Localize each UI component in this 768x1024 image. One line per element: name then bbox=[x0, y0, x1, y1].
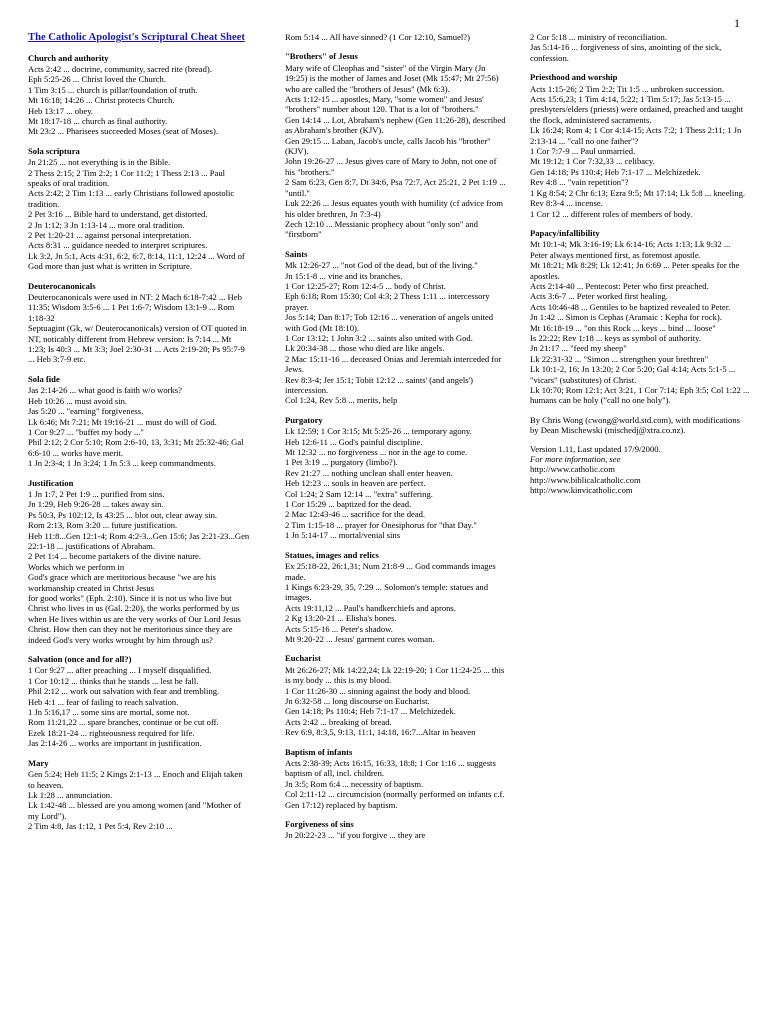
section-heading: Priesthood and worship bbox=[530, 72, 618, 83]
scripture-reference-line: Rev 21:27 ... nothing unclean shall enter heaven. bbox=[285, 467, 453, 478]
column-2 bbox=[285, 32, 507, 1022]
scripture-reference-line: 1 Jn 5:14-17 ... mortal/venial sins bbox=[285, 530, 401, 541]
scripture-reference-line: Lk 1:28 ... annunciation. bbox=[28, 789, 113, 800]
scripture-reference-line: Heb 13:17 ... obey. bbox=[28, 105, 94, 116]
section bbox=[28, 146, 250, 272]
footer-link[interactable]: http://www.catholic.com bbox=[530, 464, 615, 475]
scripture-reference-line: Acts 8:31 ... guidance needed to interpret scriptures. bbox=[28, 240, 208, 251]
scripture-reference-line: Mt 19:12; 1 Cor 7:32,33 ... celibacy. bbox=[530, 156, 655, 167]
scripture-reference-line: 1 Cor 15:29 ... baptized for the dead. bbox=[285, 499, 412, 510]
scripture-reference-line: Acts 3:6-7 ... Peter worked first healing. bbox=[530, 291, 668, 302]
scripture-reference-line: Rev 6:9, 8:3,5, 9:13, 11:1, 14:18, 16:7...Altar in heaven bbox=[285, 727, 476, 738]
scripture-reference-line: John 19:26-27 ... Jesus gives care of Mary to John, not one of his "brothers." bbox=[285, 156, 497, 177]
scripture-reference-line: Col 1:24, Rev 5:8 ... merits, help bbox=[285, 395, 398, 406]
scripture-reference-line: Mary wife of Cleophas and "sister" of the Virgin Mary (Jn 19:25) is the mother of James and Joset (Mk 15:47; Mt 27:56) who are called the "brothers of Jesus" (Mk 6:3). bbox=[285, 62, 499, 94]
scripture-reference-line: Acts 19:11,12 ... Paul's handkerchiefs and aprons. bbox=[285, 602, 456, 613]
scripture-reference-line: Mt 16:18-19 ... "on this Rock ... keys ... bind ... loose" bbox=[530, 322, 716, 333]
document-title-link[interactable]: The Catholic Apologist's Scriptural Cheat Sheet bbox=[28, 32, 245, 43]
scripture-reference-line: 1 Jn 1:7, 2 Pet 1:9 ... purified from sins. bbox=[28, 488, 165, 499]
scripture-reference-line: 2 Mac 12:43-46 ... sacrifice for the dead. bbox=[285, 509, 426, 520]
scripture-reference-line: 2 Kg 13:20-21 ... Elisha's bones. bbox=[285, 613, 397, 624]
scripture-reference-line: Heb 4:1 ... fear of failing to reach salvation. bbox=[28, 696, 179, 707]
section bbox=[28, 758, 250, 832]
section-heading: Eucharist bbox=[285, 653, 321, 664]
scripture-reference-line: Acts 2:38-39; Acts 16:15, 16:33, 18:8; 1 Cor 1:16 ... suggests baptism of all, incl. children. bbox=[285, 758, 496, 779]
scripture-reference-line: Jn 6:32-58 ... long discourse on Eucharist. bbox=[285, 695, 430, 706]
section-heading: Papacy/infallibility bbox=[530, 227, 600, 238]
scripture-reference-line: Heb 12:23 ... souls in heaven are perfect. bbox=[285, 478, 426, 489]
scripture-reference-line: 1 Jn 2:3-4; 1 Jn 3:24; 1 Jn 5:3 ... keep commandments. bbox=[28, 458, 216, 469]
scripture-reference-line: 2 Cor 5:18 ... ministry of reconciliation. bbox=[530, 32, 668, 42]
scripture-reference-line: Gen 14:14 ... Lot, Abraham's nephew (Gen 11:26-28), described as Abraham's brother (KJV). bbox=[285, 114, 506, 136]
scripture-reference-line: 1 Kings 6:23-29, 35, 7:29 ... Solomon's temple: statues and images. bbox=[285, 581, 489, 603]
section-heading: Baptism of infants bbox=[285, 746, 353, 757]
section bbox=[530, 228, 750, 406]
footer bbox=[530, 415, 750, 496]
scripture-reference-line: Acts 1:12-15 ... apostles, Mary, "some women" and Jesus' "brothers" number about 120. That is a lot of "brothers." bbox=[285, 94, 484, 115]
scripture-reference-line: Jn 21:25 ... not everything is in the Bible. bbox=[28, 157, 171, 168]
scripture-reference-line: Jn 20:22-23 ... "if you forgive ... they are bbox=[285, 830, 426, 841]
scripture-reference-line: Mt 16:18; 14:26 ... Christ protects Church. bbox=[28, 95, 175, 106]
scripture-reference-line: Rom 5:14 ... All have sinned? (1 Cor 12:10, Samuel?) bbox=[285, 32, 470, 42]
scripture-reference-line: Ezek 18:21-24 ... righteousness required for life. bbox=[28, 727, 195, 738]
section bbox=[285, 51, 507, 239]
scripture-reference-line: Lk 16:24; Rom 4; 1 Cor 4:14-15; Acts 7:2; 1 Thess 2:11; 1 Jn 2:13-14 ... "call no one father"? bbox=[530, 125, 742, 146]
section bbox=[285, 747, 507, 810]
scripture-reference-line: Lk 1:42-48 ... blessed are you among women (and "Mother of my Lord"). bbox=[28, 800, 241, 821]
scripture-reference-line: 2 Tim 4:8, Jas 1:12, 1 Pet 5:4, Rev 2:10 ... bbox=[28, 821, 173, 832]
scripture-reference-line: Jn 1:42 ... Simon is Cephas (Aramaic : Kepha for rock). bbox=[530, 312, 722, 323]
scripture-reference-line: Works which we perform in bbox=[28, 561, 125, 572]
scripture-reference-line: Jn 21:17 ... "feed my sheep" bbox=[530, 343, 627, 354]
scripture-reference-line: 1 Kg 8:54; 2 Chr 6:13; Ezra 9:5; Mt 17:14; Lk 5:8 ... kneeling. bbox=[530, 187, 746, 198]
scripture-reference-line: 2 Tim 1:15-18 ... prayer for Onesiphorus for "that Day." bbox=[285, 519, 477, 530]
scripture-reference-line: Septuagint (Gk, w/ Deuterocanonicals) version of OT quoted in NT, noticably different from Hebrew version: Is 7:14 ... Mt 1:23; Is 40:3 ... Mt 3:3; Joel 2:30-31 ... Acts 2:19-20; Ps 95:7-9 ... Heb 3:7-9 etc. bbox=[28, 323, 247, 365]
scripture-reference-line: Mt 23:2 ... Pharisees succeeded Moses (seat of Moses). bbox=[28, 126, 218, 137]
scripture-reference-line: Acts 15:6,23; 1 Tim 4:14, 5:22; 1 Tim 5:17; Jas 5:13-15 ... presbyters/elders (priests) were ordained, preached and taught the flock, administered sacraments. bbox=[530, 94, 744, 125]
scripture-reference-line: Acts 10:46-48 ... Gentiles to be baptized revealed to Peter. bbox=[530, 301, 731, 312]
scripture-reference-line: Mt 18:21; Mk 8:29; Lk 12:41; Jn 6:69 ... Peter speaks for the apostles. bbox=[530, 260, 740, 281]
scripture-reference-line: Gen 29:15 ... Laban, Jacob's uncle, calls Jacob his "brother" (KJV). bbox=[285, 135, 491, 157]
scripture-reference-line: Jn 15:1-8 ... vine and its branches. bbox=[285, 270, 403, 281]
scripture-reference-line: 1 Cor 9:27 ... "buffet my body ..." bbox=[28, 426, 144, 437]
section bbox=[285, 819, 507, 841]
scripture-reference-line: 2 Thess 2:15; 2 Tim 2:2; 1 Cor 11:2; 1 Thess 2:13 ... Paul speaks of oral tradition. bbox=[28, 167, 226, 188]
scripture-reference-line: Eph 5:25-26 ... Christ loved the Church. bbox=[28, 74, 166, 85]
scripture-reference-line: Rom 11:21,22 ... spare branches, continue or be cut off. bbox=[28, 717, 219, 728]
scripture-reference-line: Lk 12:59; 1 Cor 3:15; Mt 5:25-26 ... temporary agony. bbox=[285, 426, 472, 437]
scripture-reference-line: Jas 5:20 ... "earning" forgiveness. bbox=[28, 406, 144, 417]
scripture-reference-line: Jas 2:14-26 ... what good is faith w/o works? bbox=[28, 385, 182, 396]
scripture-reference-line: Acts 2:42 ... doctrine, community, sacred rite (bread). bbox=[28, 63, 212, 74]
section-heading: Saints bbox=[285, 248, 308, 259]
scripture-reference-line: Mt 9:20-22 ... Jesus' garment cures woman. bbox=[285, 633, 435, 644]
scripture-reference-line: Heb 11:8...Gen 12:1-4; Rom 4:2-3...Gen 15:6; Jas 2:21-23...Gen 22:1-18 ... justifications of Abraham. bbox=[28, 530, 250, 551]
scripture-reference-line: 1 Cor 11:26-30 ... sinning against the body and blood. bbox=[285, 685, 471, 696]
section-heading: Mary bbox=[28, 757, 49, 768]
scripture-reference-line: Rev 8:3-4 ... incense. bbox=[530, 198, 603, 209]
scripture-reference-line: Jn 3:5; Rom 6:4 ... necessity of baptism. bbox=[285, 778, 424, 789]
scripture-reference-line: Rev 8:3-4; Jer 15:1; Tobit 12:12 ... saints' (and angels') intercession. bbox=[285, 374, 474, 395]
scripture-reference-line: 1 Cor 9:27 ... after preaching ... I myself disqualified. bbox=[28, 665, 212, 676]
section-heading: Church and authority bbox=[28, 52, 109, 63]
scripture-reference-line: Jas 5:14-16 ... forgiveness of sins, anointing of the sick, confession. bbox=[530, 42, 722, 63]
scripture-reference-line: Gen 5:24; Heb 11:5; 2 Kings 2:1-13 ... Enoch and Elijah taken to heaven. bbox=[28, 769, 243, 790]
scripture-reference-line: 1 Cor 13:12; 1 John 3:2 ... saints also united with God. bbox=[285, 332, 473, 343]
scripture-reference-line: 2 Pet 3:16 ... Bible hard to understand, get distorted. bbox=[28, 209, 208, 220]
scripture-reference-line: 1 Cor 7:7-9 ... Paul unmarried. bbox=[530, 146, 636, 157]
scripture-reference-line: God's grace which are meritorious because "we are his workmanship created in Christ Jesus bbox=[28, 572, 216, 593]
scripture-reference-line: Luk 22:26 ... Jesus equates youth with humility (cf advice from his older brethren, Jn 7:3-4) bbox=[285, 198, 503, 219]
section bbox=[28, 281, 250, 365]
footer-link[interactable]: http://www.biblicalcatholic.com bbox=[530, 474, 641, 485]
scripture-reference-line: Gen 14:18; Ps 110:4; Heb 7:1-17 ... Melchizedek. bbox=[285, 706, 456, 717]
section-heading: Purgatory bbox=[285, 414, 323, 425]
scripture-reference-line: 2 Jn 1:12; 3 Jn 1:13-14 ... more oral tradition. bbox=[28, 219, 185, 230]
scripture-reference-line: Acts 2:42 ... breaking of bread. bbox=[285, 716, 392, 727]
scripture-reference-line: Ps 50:3, Ps 102:12, Is 43:25 ... blot out, clear away sin. bbox=[28, 509, 218, 520]
scripture-reference-line: Heb 12:6-11 ... God's painful discipline. bbox=[285, 436, 423, 447]
section bbox=[285, 249, 507, 406]
scripture-reference-line: Gen 14:18; Ps 110:4; Heb 7:1-17 ... Melchizedek. bbox=[530, 166, 701, 177]
section bbox=[285, 415, 507, 541]
section-heading: Sola scriptura bbox=[28, 145, 80, 156]
scripture-reference-line: Mt 26:26-27; Mk 14:22,24; Lk 22:19-20; 1 Cor 11:24-25 ... this is my body ... this is my blood. bbox=[285, 664, 505, 686]
scripture-reference-line: Lk 22:31-32 ... "Simon ... strengthen your brethren" bbox=[530, 353, 709, 364]
scripture-reference-line: Phil 2:12; 2 Cor 5:10; Rom 2:6-10, 13, 3:31; Mt 25:32-46; Gal 6:6-10 ... works have merit. bbox=[28, 437, 244, 458]
scripture-reference-line: Acts 2:14-40 ... Pentecost: Peter who first preached. bbox=[530, 280, 709, 291]
scripture-reference-line: Acts 2:42; 2 Tim 1:13 ... early Christians followed apostolic tradition. bbox=[28, 188, 235, 209]
scripture-reference-line: Col 1:24; 2 Sam 12:14 ... "extra" suffering. bbox=[285, 488, 433, 499]
scripture-reference-line: Phil 2:12 ... work out salvation with fear and trembling. bbox=[28, 686, 220, 697]
scripture-reference-line: 1 Jn 5:16,17 ... some sins are mortal, some not. bbox=[28, 707, 190, 718]
scripture-reference-line: for good works" (Eph. 2:10). Since it is not us who live but Christ who lives in us (Gal. 2:20), the works performed by us when He lives within us are the very works of Our Lord Jesus Christ. How then can they not be meritorious since they are indeed God's very works wrought by him through us? bbox=[28, 593, 241, 645]
scripture-reference-line: Lk 10:70; Rom 12:1; Act 3:21, 1 Cor 7:14; Eph 3:5; Col 1:22 ... humans can be holy ("call no one holy"). bbox=[530, 385, 750, 406]
footer-more-info: For more information, see bbox=[530, 454, 621, 465]
page-number: 1 bbox=[734, 16, 740, 30]
scripture-reference-line: Heb 10:26 ... must avoid sin. bbox=[28, 395, 128, 406]
scripture-reference-line: Lk 3:2, Jn 5:1, Acts 4:31, 6:2, 6:7, 8:14, 11:1, 12:24 ... Word of God more than just what is written in Scripture. bbox=[28, 250, 245, 272]
scripture-reference-line: Lk 6:46; Mt 7:21; Mt 19:16-21 ... must do will of God. bbox=[28, 416, 217, 427]
scripture-reference-line: Rom 2:13, Rom 3:20 ... future justification. bbox=[28, 520, 178, 531]
scripture-reference-line: Zech 12:10 ... Messianic prophecy about "only son" and "firstborn" bbox=[285, 218, 478, 240]
scripture-reference-line: Mt 18:17-18 ... church as final authority. bbox=[28, 115, 168, 126]
scripture-reference-line: Ex 25:18-22, 26:1,31; Num 21:8-9 ... God commands images made. bbox=[285, 561, 496, 582]
footer-version: Version 1.11, Last updated 17/9/2000. bbox=[530, 443, 661, 454]
scripture-reference-line: Is 22:22; Rev 1:18 ... keys as symbol of authority. bbox=[530, 332, 702, 343]
column-3 bbox=[530, 32, 750, 1022]
scripture-reference-line: 2 Mac 15:11-16 ... deceased Onias and Jeremiah interceded for Jews. bbox=[285, 353, 502, 375]
footer-credit: By Chris Wong (cwong@world.std.com), with modifications by Dean Mischewski (mischedj@xtra.co.nz). bbox=[530, 414, 740, 436]
scripture-reference-line: Mk 12:26-27 ... "not God of the dead, but of the living." bbox=[285, 260, 478, 271]
section-heading: Sola fide bbox=[28, 373, 60, 384]
scripture-reference-line: Col 2:11-12 ... circumcision (normally performed on infants c.f. Gen 17:12) replaced by baptism. bbox=[285, 789, 505, 810]
scripture-reference-line: Jos 5:14; Dan 8:17; Tob 12:16 ... veneration of angels united with God (Mt 18:10). bbox=[285, 312, 494, 333]
section bbox=[285, 32, 507, 42]
scripture-reference-line: 2 Pet 1:20-21 ... against personal interpretation. bbox=[28, 230, 192, 240]
section bbox=[530, 32, 750, 63]
section-heading: Statues, images and relics bbox=[285, 549, 379, 560]
section bbox=[28, 53, 250, 137]
scripture-reference-line: 1 Pet 3:19 ... purgatory (limbo?). bbox=[285, 457, 398, 468]
scripture-reference-line: Lk 20:34-38 ... those who died are like angels. bbox=[285, 343, 445, 354]
scripture-reference-line: 2 Pet 1:4 ... become partakers of the divine nature. bbox=[28, 551, 202, 562]
scripture-reference-line: Lk 10:1-2, 16; Jn 13:20; 2 Cor 5:20; Gal 4:14; Acts 5:1-5 ... "vicars" (substitutes) of Christ. bbox=[530, 364, 736, 385]
section-heading: Salvation (once and for all?) bbox=[28, 654, 132, 665]
scripture-reference-line: Rev 4:8 ... "vain repetition"? bbox=[530, 177, 629, 188]
scripture-reference-line: Jas 2:14-26 ... works are important in justification. bbox=[28, 738, 202, 749]
section bbox=[530, 72, 750, 219]
section bbox=[28, 478, 250, 646]
column-1 bbox=[28, 32, 250, 1022]
section-heading: Forgiveness of sins bbox=[285, 819, 354, 830]
scripture-reference-line: Mt 12:32 ... no forgiveness ... nor in the age to come. bbox=[285, 447, 468, 458]
section-heading: "Brothers" of Jesus bbox=[285, 51, 358, 62]
scripture-reference-line: Deuterocanonicals were used in NT: 2 Mach 6:18-7:42 ... Heb 11:35; Wisdom 3:5-6 ... 1 Pet 1:6-7; Wisdom 13:1-9 ... Rom 1:18-32 bbox=[28, 292, 242, 323]
footer-link[interactable]: http://www.kinvicatholic.com bbox=[530, 485, 633, 496]
section-heading: Justification bbox=[28, 477, 74, 488]
scripture-reference-line: 1 Cor 12 ... different roles of members of body. bbox=[530, 208, 693, 219]
scripture-reference-line: Mt 10:1-4; Mk 3:16-19; Lk 6:14-16; Acts 1:13; Lk 9:32 ... Peter always mentioned first, as foremost apostle. bbox=[530, 239, 731, 260]
section-heading: Deuterocanonicals bbox=[28, 280, 96, 291]
scripture-reference-line: Acts 5:15-16 ... Peter's shadow. bbox=[285, 623, 393, 634]
scripture-reference-line: Jn 1:29, Heb 9:26-28 ... takes away sin. bbox=[28, 499, 164, 510]
scripture-reference-line: Acts 1:15-26; 2 Tim 2:2; Tit 1:5 ... unbroken succession. bbox=[530, 83, 725, 94]
scripture-reference-line: 1 Cor 12:25-27; Rom 12:4-5 ... body of Christ. bbox=[285, 280, 446, 291]
section bbox=[285, 550, 507, 645]
section bbox=[28, 374, 250, 469]
scripture-reference-line: 2 Sam 6:23, Gen 8:7, Dt 34:6, Psa 72:7, Act 25:21, 2 Pet 1:19 ... "until." bbox=[285, 177, 506, 198]
section bbox=[28, 654, 250, 749]
scripture-reference-line: 1 Cor 10:12 ... thinks that he stands ... lest he fall. bbox=[28, 675, 199, 686]
section bbox=[285, 653, 507, 737]
scripture-reference-line: 1 Tim 3:15 ... church is pillar/foundation of truth. bbox=[28, 84, 198, 95]
scripture-reference-line: Eph 6:18; Rom 15:30; Col 4:3; 2 Thess 1:11 ... intercessory prayer. bbox=[285, 291, 490, 312]
